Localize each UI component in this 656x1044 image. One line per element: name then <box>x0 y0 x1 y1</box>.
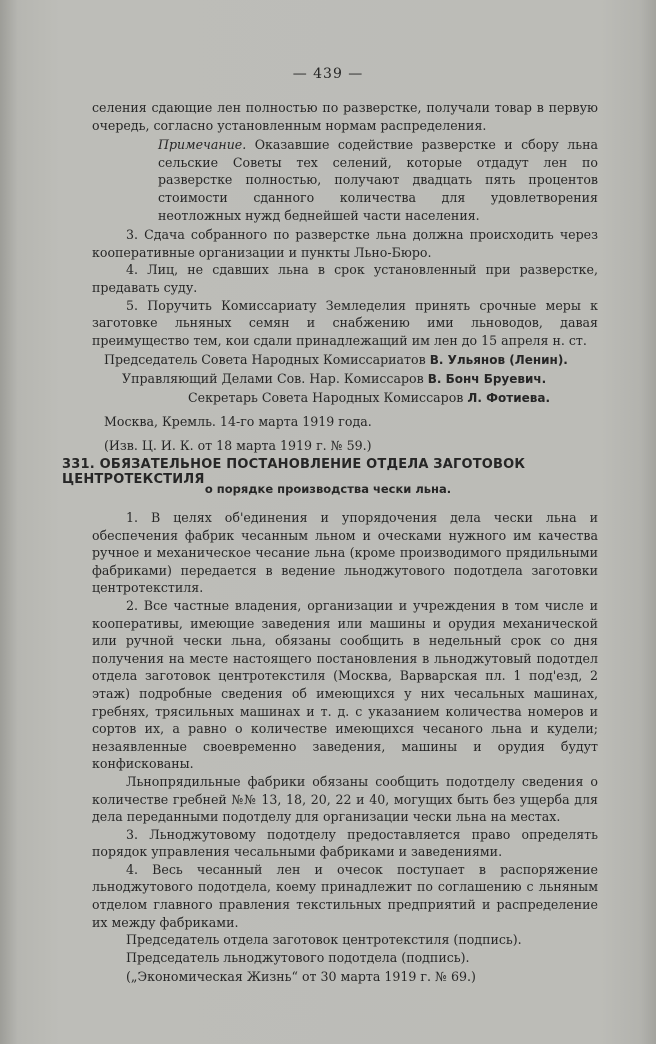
note-text: Оказавшие содействие разверстке и сбору льна сельские Советы тех селений, которые отдадут лен по разверстке полностью, получают двадцать пять процентов стоимости сданного количества для удовлетворения неотложных нужд беднейшей части населения. <box>158 137 598 223</box>
signature-subdept-chairman: Председатель льноджутового подотдела (подпись). <box>126 949 470 965</box>
paragraph-continuation: селения сдающие лен полностью по разверстке, получали товар в первую очередь, согласно установленным нормам распределения. <box>92 100 598 133</box>
note-paragraph <box>92 136 598 224</box>
clause-2: 2. Все частные владения, организации и учреждения в том числе и кооперативы, имеющие заведения или машины и орудия механической или ручной чески льна, обязаны сообщить в недельный срок со дня получения на месте настоящего постановления в льноджутовый подотдел отдела заготовок центротекстиля (Москва, Варварская пл. 1 под'езд, 2 этаж) подробные сведения об имеющихся у них чесальных машинах, гребнях, трясильных машинах и т. д. с указанием количества номеров и сортов их, а равно о количестве имеющихся чесаного льна и кудели; незаявленные своевременно заведения, машины и орудия будут конфискованы. <box>92 597 598 772</box>
clause-1: 1. В целях об'единения и упорядочения дела чески льна и обеспечения фабрик чесанным льном и оческами нужного им качества ручное и механическое чесание льна (кроме производимого прядильными фабриками) передается в ведение льноджутового подотдела заготовки центротекстиля. <box>92 510 598 596</box>
signature-role: Управляющий Делами Сов. Нар. Комиссаров <box>122 370 424 386</box>
source-citation: (Изв. Ц. И. К. от 18 марта 1919 г. № 59.) <box>104 437 372 453</box>
decree-continuation <box>92 99 598 454</box>
signature-name: В. Бонч Бруевич. <box>427 371 547 386</box>
signature-manager <box>92 370 598 389</box>
clause-4: 4. Весь чесанный лен и очесок поступает в распоряжение льноджутового подотдела, коему принадлежит по соглашению с льняным отделом главного правления текстильных предприятий и распределение их между фабриками. <box>92 861 598 930</box>
decree-body <box>92 509 598 986</box>
place-date: Москва, Кремль. 14-го марта 1919 года. <box>104 414 372 430</box>
signature-dept-chairman: Председатель отдела заготовок центротекстиля (подпись). <box>126 932 522 948</box>
note-label: Примечание. <box>158 137 247 153</box>
item-4: 4. Лиц, не сдавших льна в срок установленный при разверстке, предавать суду. <box>92 262 598 295</box>
signature-chairman <box>92 351 598 370</box>
signature-name: Л. Фотиева. <box>467 390 551 405</box>
page-number: — 439 — <box>292 66 364 82</box>
section-heading: 331. ОБЯЗАТЕЛЬНОЕ ПОСТАНОВЛЕНИЕ ОТДЕЛА ЗАГОТОВОК ЦЕНТРОТЕКСТИЛЯ <box>62 457 526 487</box>
signature-role: Председатель Совета Народных Комиссариатов <box>104 352 426 368</box>
clause-3: 3. Льноджутовому подотделу предоставляется право определять порядок управления чесальными фабриками и заведениями. <box>92 826 598 860</box>
signature-name: В. Ульянов (Ленин). <box>429 353 568 368</box>
section-subheading: о порядке производства чески льна. <box>204 482 452 496</box>
clause-2-addendum: Льнопрядильные фабрики обязаны сообщить подотделу сведения о количестве гребней №№ 13, 18, 20, 22 и 40, могущих быть без ущерба для дела переданными подотделу для организации чески льна на местах. <box>92 773 598 825</box>
source-citation-2: („Экономическая Жизнь“ от 30 марта 1919 г. № 69.) <box>126 969 476 985</box>
signature-role: Секретарь Совета Народных Комиссаров <box>188 389 464 405</box>
item-5: 5. Поручить Комиссариату Земледелия принять срочные меры к заготовке льняных семян и снабжению ими льноводов, давая преимущество тем, кои сдали принадлежащий им лен до 15 апреля н. ст. <box>92 297 598 348</box>
signature-secretary <box>92 389 598 408</box>
item-3: 3. Сдача собранного по разверстке льна должна происходить через кооперативные организации и пункты Льно-Бюро. <box>92 227 598 260</box>
